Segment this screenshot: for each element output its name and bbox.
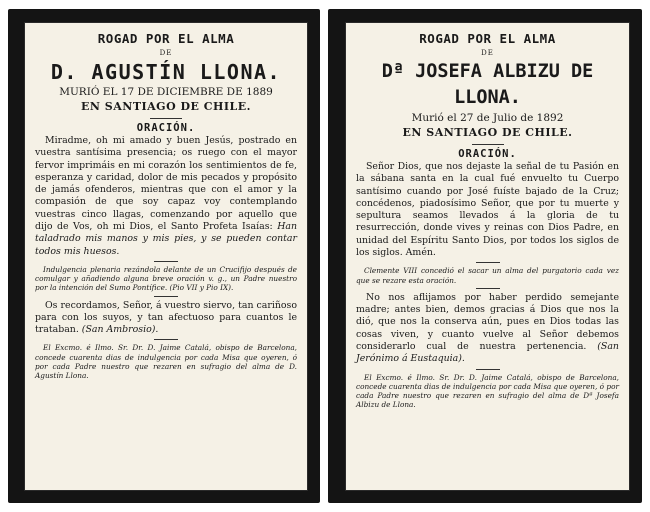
left-bishop-note: El Excmo. é Ilmo. Sr. Dr. D. Jaime Catalá, obispo de Barcelona, concede cuarenta dias de indulgencia por cada Misa que oyeren, ó por cada Padre nuestro que rezaren en sufragio del alma de D. Agustín Llona. [35, 343, 297, 381]
right-de: DE [481, 49, 494, 57]
right-divider-1 [472, 144, 504, 145]
left-divider-1 [150, 118, 182, 119]
right-divider-4 [476, 369, 500, 370]
left-header: ROGAD POR EL ALMA [97, 31, 235, 46]
right-prayer: Señor Dios, que nos dejaste la señal de tu Pasión en la sábana santa en la cual fué envuelto tu Cuerpo santísimo cuando por José fuíste bajado de la Cruz; concédenos, piadosísimo Señor, que por tu muerte y sepultura seamos llevados á la gloria de tu resurrección, donde vives y reinas con Dios Padre, en unidad del Espíritu Santo Dios, por todos los siglos de los siglos. Amén. [356, 161, 619, 259]
right-header: ROGAD POR EL ALMA [419, 31, 556, 46]
left-divider-2 [154, 261, 178, 262]
right-place: EN SANTIAGO DE CHILE. [402, 126, 573, 139]
right-deceased-name: Dª JOSEFA ALBIZU DE LLONA. [381, 61, 594, 108]
right-bishop-note: El Excmo. é Ilmo. Sr. Dr. D. Jaime Catalá, obispo de Barcelona, concede cuarenta dias de indulgencia por cada Misa que oyeren, ó por cada Padre nuestro que rezaren en sufragio del alma de Dª Josefa Albizu de Llona. [356, 372, 619, 410]
left-place: EN SANTIAGO DE CHILE. [81, 100, 251, 113]
left-section-title: ORACIÓN. [136, 122, 196, 134]
right-consolation-source: (San Jerónimo á Eustaquia). [356, 340, 619, 365]
left-prayer-text: Miradme, oh mi amado y buen Jesús, postrado en vuestra santísima presencia; os ruego con el mayor fervor imprimáis en mi corazón los sentimientos de fe, esperanza y caridad, dolor de mis pecados y propósito de jamás ofenderos, mientras que con el amor y la compasión de que soy capaz voy contemplando vuestras cinco llagas, comenzando por aquello que dijo de Vos, oh mi Dios, el Santo Profeta Isaías: [35, 135, 297, 233]
right-clemente-note: Clemente VIII concedió el sacar un alma del purgatorio cada vez que se rezare esta oración. [356, 266, 619, 285]
left-remembrance [35, 300, 297, 337]
right-consolation-text: No nos aflijamos por haber perdido semejante madre; antes bien, demos gracias á Dios que nos la dió, que nos la conserva aún, pues en Dios todas las cosas viven, y cuanto vuelve al Señor debemos considerarlo cual de nuestra pertenencia. [356, 291, 619, 352]
right-death-date: Murió el 27 de Julio de 1892 [411, 112, 564, 124]
left-remembrance-source: (San Ambrosio). [81, 324, 159, 336]
left-prayer [35, 135, 297, 258]
left-remembrance-text: Os recordamos, Señor, á vuestro siervo, tan cariñoso para con los suyos, y tan afectuoso para cuantos le trataban. [35, 299, 297, 336]
right-section-title: ORACIÓN. [458, 148, 517, 160]
left-prayer-quote: Han taladrado mis manos y mis pies, y se pueden contar todos mis huesos. [35, 221, 298, 257]
right-divider-3 [476, 288, 500, 289]
left-divider-3 [154, 296, 178, 297]
right-divider-2 [476, 262, 500, 263]
right-memorial-card [345, 22, 630, 491]
left-deceased-name: D. AGUSTÍN LLONA. [50, 60, 282, 84]
left-de: DE [159, 49, 173, 57]
left-divider-4 [154, 339, 178, 340]
left-memorial-card [24, 22, 308, 491]
left-indulgence-note: Indulgencia plenaria rezándola delante de un Crucifijo después de comulgar y añadiendo alguna breve oración v. g., un Padre nuestro por la intención del Sumo Pontífice. (Pio VII y Pio IX). [35, 264, 297, 293]
left-death-date: MURIÓ EL 17 DE DICIEMBRE DE 1889 [59, 86, 273, 98]
right-consolation [356, 292, 619, 366]
